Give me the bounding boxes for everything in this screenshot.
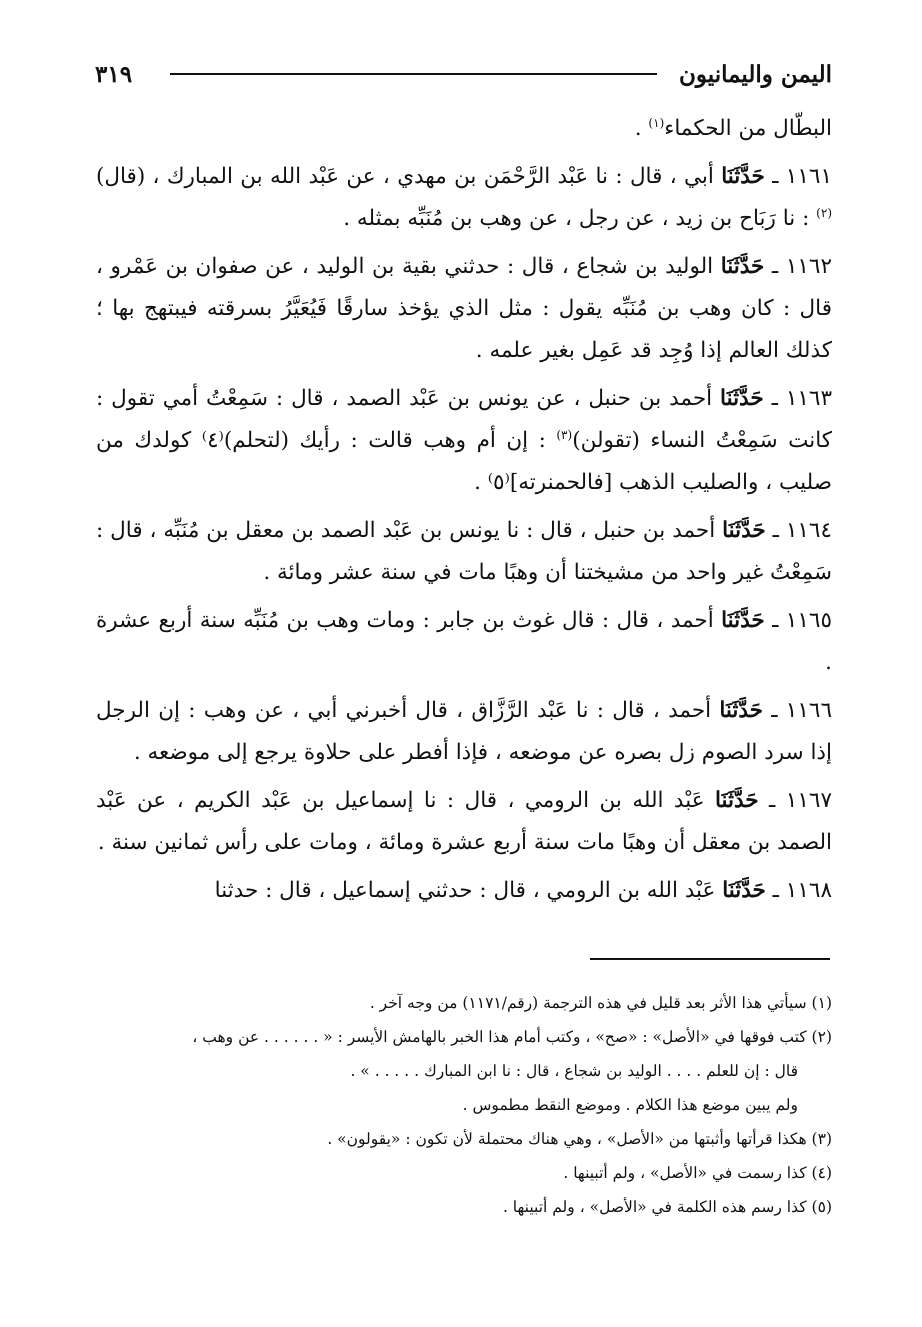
narration-keyword: حَدَّثَنَا xyxy=(722,518,766,543)
footnote: (١) سيأتي هذا الأثر بعد قليل في هذه الترجمة (رقم/١١٧١) من وجه آخر . xyxy=(369,994,832,1012)
footnote: (٤) كذا رسمت في «الأصل» ، ولم أتبينها . xyxy=(563,1164,832,1182)
footnote: (٢) كتب فوقها في «الأصل» : «صح» ، وكتب أمام هذا الخبر بالهامش الأيسر : « . . . . . . عن وهب ، xyxy=(192,1028,832,1046)
hadith-paragraph xyxy=(96,780,832,864)
paragraph-text-tail: : إن أم وهب قالت : رأيك (لتحلم)⁽٤⁾ كولدك من صليب ، والصليب الذهب [فالحمنرته]⁽٥⁾ . xyxy=(96,428,832,495)
number-dash: ـ xyxy=(765,878,786,903)
footnote-marker: (٢) xyxy=(816,205,832,220)
paragraph-text: أحمد بن حنبل ، عن يونس بن عَبْد الصمد ، قال : سَمِعْتُ أمي تقول : كانت سَمِعْتُ النساء (تقولن) xyxy=(96,386,833,453)
footnote-marker: (١) xyxy=(648,115,665,130)
paragraph-text: أحمد ، قال : نا عَبْد الرَّزَّاق ، قال أخبرني أبي ، عن وهب : إن الرجل إذا سرد الصوم زل بصره عن موضعه ، فإذا أفطر على حلاوة يرجع إلى موضعه . xyxy=(96,698,832,765)
hadith-number: ١١٦٥ xyxy=(785,608,832,633)
hadith-paragraph xyxy=(96,690,832,774)
narration-keyword: حَدَّثَنَا xyxy=(722,878,766,903)
paragraph-text: عَبْد الله بن الرومي ، قال : حدثني إسماعيل ، قال : حدثنا xyxy=(214,878,723,903)
main-text xyxy=(96,108,832,918)
hadith-number: ١١٦٢ xyxy=(785,254,833,279)
footnote: (٥) كذا رسم هذه الكلمة في «الأصل» ، ولم أتبينها . xyxy=(502,1198,832,1216)
paragraph-text: عَبْد الله بن الرومي ، قال : نا إسماعيل بن عَبْد الكريم ، عن عَبْد الصمد بن معقل أن وهبًا مات سنة أربع عشرة ومائة ، ومات على رأس ثمانين سنة . xyxy=(96,788,832,855)
header-rule xyxy=(170,73,657,75)
narration-keyword: حَدَّثَنَا xyxy=(721,608,765,633)
narration-keyword: حَدَّثَنَا xyxy=(721,164,765,189)
paragraph-text: أحمد ، قال : قال غوث بن جابر : ومات وهب بن مُنَبِّه سنة أربع عشرة . xyxy=(96,608,832,675)
number-dash: ـ xyxy=(758,788,786,813)
footnotes xyxy=(96,986,832,1224)
number-dash: ـ xyxy=(762,698,786,723)
paragraph-text: أحمد بن حنبل ، قال : نا يونس بن عَبْد الصمد بن معقل بن مُنَبِّه ، قال : سَمِعْتُ غير واحد من مشيختنا أن وهبًا مات في سنة عشر ومائة . xyxy=(96,518,832,585)
hadith-number: ١١٦٤ xyxy=(785,518,833,543)
paragraph-text-tail: : نا رَبَاح بن زيد ، عن رجل ، عن وهب بن مُنَبِّه بمثله . xyxy=(343,206,817,231)
hadith-number: ١١٦٧ xyxy=(785,788,832,813)
hadith-paragraph xyxy=(96,378,832,504)
hadith-paragraph xyxy=(96,600,832,684)
footnote: (٣) هكذا قرأتها وأثبتها من «الأصل» ، وهي هناك محتملة لأن تكون : «يقولون» . xyxy=(327,1130,832,1148)
hadith-number: ١١٦١ xyxy=(785,164,832,189)
page-header xyxy=(95,58,832,90)
hadith-number: ١١٦٣ xyxy=(785,386,833,411)
number-dash: ـ xyxy=(764,254,786,279)
hadith-paragraph xyxy=(96,870,832,912)
paragraph-text-tail: . xyxy=(634,116,649,141)
hadith-number: ١١٦٦ xyxy=(785,698,832,723)
narration-keyword: حَدَّثَنَا xyxy=(714,788,759,813)
hadith-number: ١١٦٨ xyxy=(785,878,832,903)
hadith-paragraph xyxy=(96,108,832,150)
number-dash: ـ xyxy=(763,386,786,411)
running-title: اليمن واليمانيون xyxy=(678,60,832,88)
footnote-marker: (٣) xyxy=(556,427,573,442)
hadith-paragraph xyxy=(96,246,832,372)
narration-keyword: حَدَّثَنَا xyxy=(720,386,764,411)
hadith-paragraph xyxy=(96,510,832,594)
footnote-separator xyxy=(590,958,830,960)
footnote: قال : إن للعلم . . . . الوليد بن شجاع ، قال : نا ابن المبارك . . . . . » . xyxy=(350,1062,798,1080)
paragraph-text: البطّال من الحكماء xyxy=(664,116,832,141)
page-number: ٣١٩ xyxy=(95,60,133,88)
number-dash: ـ xyxy=(764,164,786,189)
number-dash: ـ xyxy=(765,518,786,543)
number-dash: ـ xyxy=(764,608,786,633)
footnote: ولم يبين موضع هذا الكلام . وموضع النقط مطموس . xyxy=(462,1096,798,1114)
paragraph-text: أبي ، قال : نا عَبْد الرَّحْمَن بن مهدي ، عن عَبْد الله بن المبارك ، (قال) xyxy=(96,164,722,189)
narration-keyword: حَدَّثَنَا xyxy=(719,698,763,723)
hadith-paragraph xyxy=(96,156,832,240)
paragraph-text: الوليد بن شجاع ، قال : حدثني بقية بن الوليد ، عن صفوان بن عَمْرو ، قال : كان وهب بن مُنَبِّه يقول : مثل الذي يؤخذ سارقًا فَيُعَيَّرُ بسرقته فيبتهج بها ؛ كذلك العالم إذا وُجِد قد عَمِل بغير علمه . xyxy=(96,254,832,363)
narration-keyword: حَدَّثَنَا xyxy=(720,254,765,279)
